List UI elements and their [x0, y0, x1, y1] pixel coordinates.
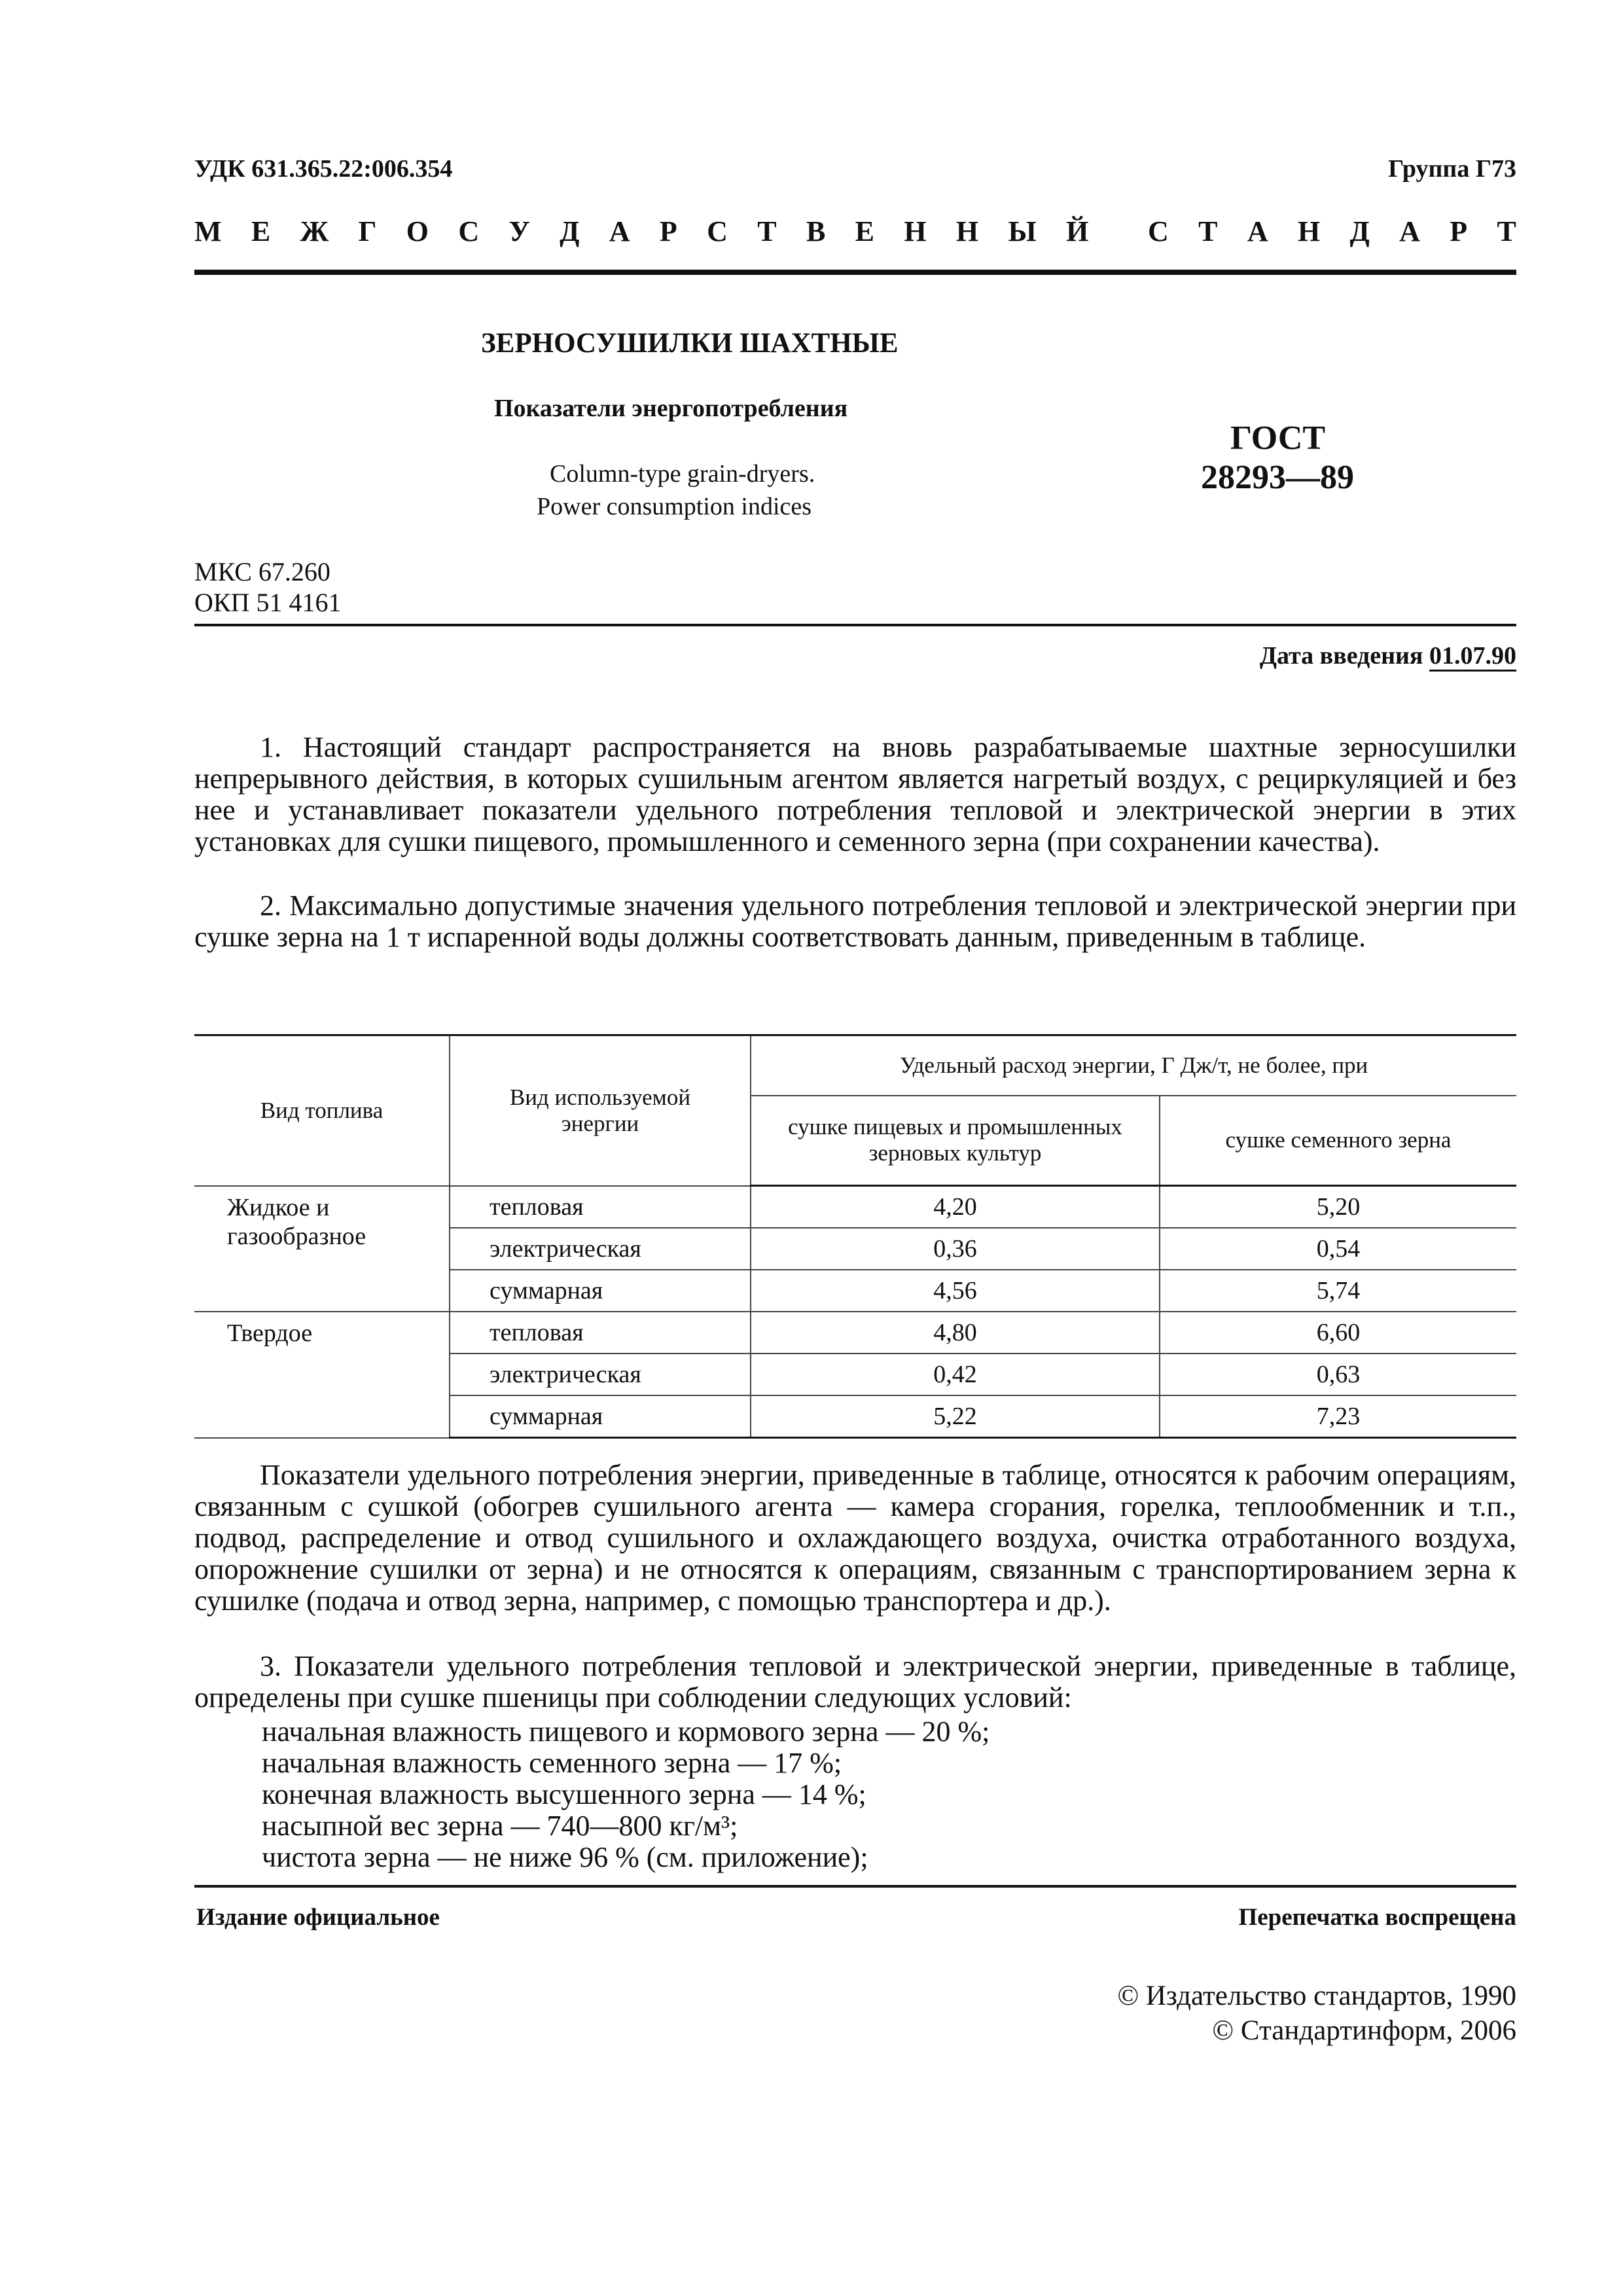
energy-cell: тепловая — [450, 1312, 751, 1354]
codes-rule — [194, 624, 1516, 626]
food-value-cell: 4,80 — [751, 1312, 1160, 1354]
gost-number: 28293—89 — [1201, 459, 1354, 496]
okp-code: ОКП 51 4161 — [194, 588, 342, 617]
interstate-letter: Р — [659, 215, 677, 247]
interstate-letter: Р — [1450, 215, 1468, 247]
food-value-cell: 0,42 — [751, 1354, 1160, 1395]
copyright-line-1: © Издательство стандартов, 1990 — [1117, 1981, 1516, 2011]
paragraph-1: 1. Настоящий стандарт распространяется на вновь разрабатываемые шахтные зерносушилки непрерывного действия, в которых сушильным агентом является нагретый воздух, с рециркуляцией и без нее и устанавливает показатели удельного потребления тепловой и электрической энергии в этих установках для сушки пищевого, промышленного и семенного зерна (при сохранении качества). — [194, 731, 1516, 857]
energy-cell: электрическая — [450, 1354, 751, 1395]
interstate-letter: Е — [855, 215, 874, 247]
header-seed-grain: сушке семенного зерна — [1160, 1096, 1516, 1186]
udk-code: УДК 631.365.22:006.354 — [194, 155, 453, 183]
interstate-letter: С — [1147, 215, 1169, 247]
interstate-letter: М — [194, 215, 222, 247]
table-row — [194, 1312, 1516, 1354]
header-specific-consumption: Удельный расход энергии, Г Дж/т, не более, при — [751, 1035, 1516, 1096]
effective-date-value: 01.07.90 — [1429, 642, 1516, 672]
header-fuel-type: Вид топлива — [194, 1035, 450, 1186]
interstate-letter: Г — [358, 215, 377, 247]
seed-value-cell: 5,20 — [1160, 1186, 1516, 1229]
interstate-letter: Т — [757, 215, 777, 247]
fuel-cell: Твердое — [194, 1312, 450, 1438]
seed-value-cell: 5,74 — [1160, 1270, 1516, 1312]
official-edition-label: Издание официальное — [196, 1904, 440, 1931]
footer-rule — [194, 1885, 1516, 1888]
paragraph-3: Показатели удельного потребления энергии, приведенные в таблице, относятся к рабочим операциям, связанным с сушкой (обогрев сушильного агента — камера сгорания, горелка, теплообменник и т.п., подвод, распределение и отвод сушильного и охлаждающего воздуха, очистка отработанного воздуха, опорожнение сушилки от зерна) и не относятся к операциям, связанным с транспортированием зерна к сушилке (подача и отвод зерна, например, с помощью транспортера и др.). — [194, 1459, 1516, 1617]
group-code: Группа Г73 — [1388, 155, 1516, 183]
condition-item: начальная влажность семенного зерна — 17 %; — [262, 1747, 842, 1779]
interstate-letter: А — [1247, 215, 1268, 247]
condition-item: чистота зерна — не ниже 96 % (см. приложение); — [262, 1841, 868, 1873]
document-subtitle: Показатели энергопотребления — [494, 395, 848, 422]
seed-value-cell: 0,63 — [1160, 1354, 1516, 1395]
energy-cell: суммарная — [450, 1270, 751, 1312]
interstate-letter: С — [707, 215, 728, 247]
effective-date-label: Дата введения — [1259, 642, 1429, 670]
seed-value-cell: 6,60 — [1160, 1312, 1516, 1354]
food-value-cell: 0,36 — [751, 1228, 1160, 1270]
document-title: ЗЕРНОСУШИЛКИ ШАХТНЫЕ — [481, 328, 899, 359]
interstate-letter: У — [508, 215, 530, 247]
seed-value-cell: 0,54 — [1160, 1228, 1516, 1270]
energy-cell: электрическая — [450, 1228, 751, 1270]
header-food-grain: сушке пищевых и промышленных зерновых культур — [751, 1096, 1160, 1186]
condition-item: начальная влажность пищевого и кормового зерна — 20 %; — [262, 1715, 990, 1748]
energy-cell: суммарная — [450, 1395, 751, 1438]
gost-label: ГОСТ — [1230, 420, 1326, 457]
interstate-letter: Н — [904, 215, 927, 247]
effective-date — [1260, 641, 1516, 670]
copyright-line-2: © Стандартинформ, 2006 — [1212, 2015, 1516, 2046]
interstate-letter: О — [406, 215, 429, 247]
interstate-letter: Н — [955, 215, 979, 247]
condition-item: насыпной вес зерна — 740—800 кг/м³; — [262, 1810, 738, 1842]
interstate-letter: А — [609, 215, 630, 247]
english-title-line1: Column-type grain-dryers. — [550, 460, 815, 488]
english-title-line2: Power consumption indices — [537, 493, 812, 520]
interstate-letter: А — [1399, 215, 1420, 247]
seed-value-cell: 7,23 — [1160, 1395, 1516, 1438]
condition-item: конечная влажность высушенного зерна — 14 %; — [262, 1778, 866, 1810]
fuel-cell: Жидкое и газообразное — [194, 1186, 450, 1312]
paragraph-2: 2. Максимально допустимые значения удельного потребления тепловой и электрической энергии при сушке зерна на 1 т испаренной воды должны соответствовать данным, приведенным в таблице. — [194, 889, 1516, 953]
interstate-standard-heading — [194, 215, 1516, 248]
interstate-letter: Ы — [1008, 215, 1037, 247]
food-value-cell: 4,56 — [751, 1270, 1160, 1312]
energy-consumption-table — [194, 1034, 1516, 1439]
table-row — [194, 1186, 1516, 1229]
reprint-prohibited-label: Перепечатка воспрещена — [1238, 1904, 1516, 1931]
food-value-cell: 4,20 — [751, 1186, 1160, 1229]
paragraph-4: 3. Показатели удельного потребления тепловой и электрической энергии, приведенные в таблице, определены при сушке пшеницы при соблюдении следующих условий: — [194, 1650, 1516, 1713]
energy-cell: тепловая — [450, 1186, 751, 1229]
mks-code: МКС 67.260 — [194, 557, 330, 586]
food-value-cell: 5,22 — [751, 1395, 1160, 1438]
interstate-letter: Е — [251, 215, 271, 247]
interstate-letter: Н — [1297, 215, 1321, 247]
header-rule — [194, 270, 1516, 275]
interstate-letter: Т — [1198, 215, 1218, 247]
interstate-letter: Ж — [300, 215, 329, 247]
header-energy-type: Вид используемой энергии — [450, 1035, 751, 1186]
interstate-letter: Д — [560, 215, 580, 247]
interstate-letter: Й — [1066, 215, 1089, 247]
interstate-letter: Т — [1497, 215, 1516, 247]
interstate-letter: Д — [1349, 215, 1370, 247]
interstate-letter: С — [458, 215, 480, 247]
interstate-letter: В — [806, 215, 826, 247]
